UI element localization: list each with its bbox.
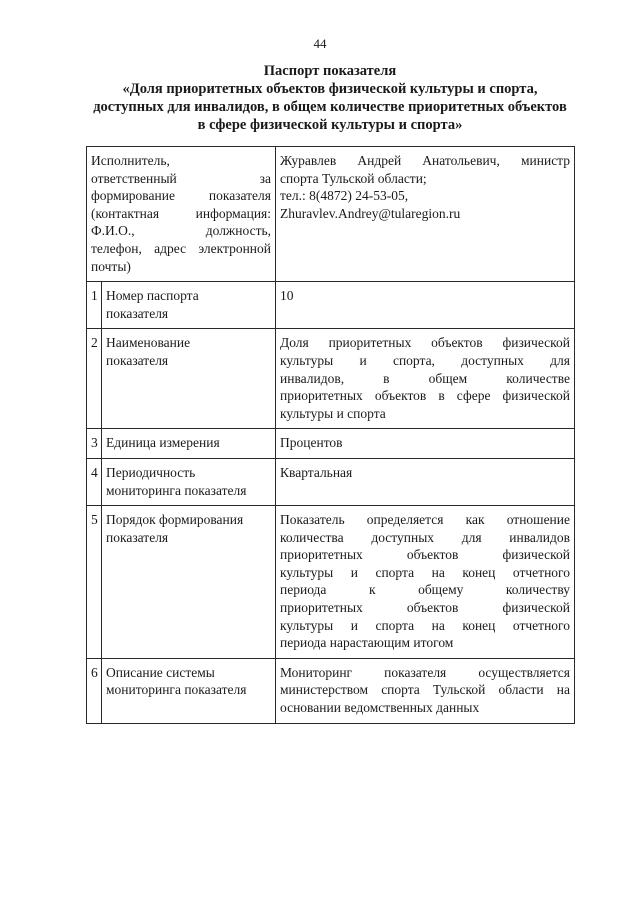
row-label-line: показателя [106,305,169,321]
passport-row [87,329,575,429]
passport-table [86,146,575,724]
executor-value [276,147,575,282]
row-value-line: периода к общему количеству [280,582,570,598]
page-number: 44 [313,36,327,51]
row-value [276,658,575,723]
executor-label-line: (контактная информация: [91,205,271,221]
row-value-line: приоритетных объектов физической [280,600,570,616]
executor-row [87,147,575,282]
row-label-line: Периодичность [106,464,196,480]
passport-row [87,429,575,459]
passport-row [87,506,575,659]
row-value-line: приоритетных объектов в сфере физической [280,388,570,404]
row-value-line: Процентов [280,435,343,451]
row-value-line: культуры и спорта на конец отчетного [280,564,570,580]
row-value-line: количества доступных для инвалидов [280,529,570,545]
row-value-line: инвалидов, в общем количестве [280,370,570,386]
executor-label-line: телефон, адрес электронной [91,240,271,256]
row-number: 6 [87,658,102,723]
passport-row [87,282,575,329]
executor-label [87,147,276,282]
row-value-line: культуры и спорта, доступных для [280,352,570,368]
executor-value-line: Журавлев Андрей Анатольевич, министр [280,153,570,168]
executor-email: Zhuravlev.Andrey@tularegion.ru [280,205,461,221]
executor-value-line: спорта Тульской области; [280,170,427,186]
executor-label-line: почты) [91,258,131,274]
row-value-line: культуры и спорта на конец отчетного [280,617,570,633]
row-label [102,282,276,329]
row-label-line: Единица измерения [106,435,220,451]
executor-label-line: формирование показателя [91,188,271,204]
heading-subtitle-line-2: доступных для инвалидов, в общем количестве приоритетных объектов [93,99,567,115]
row-label [102,658,276,723]
executor-value-line: тел.: 8(4872) 24-53-05, [280,188,409,204]
row-label-line: Порядок формирования [106,512,244,528]
row-label [102,429,276,459]
row-value-line: министерством спорта Тульской области на [280,682,570,698]
passport-row [87,458,575,505]
row-value [276,429,575,459]
row-value-line: культуры и спорта [280,405,386,421]
row-value [276,458,575,505]
row-label [102,458,276,505]
row-label-line: показателя [106,529,169,545]
row-value-line: Мониторинг показателя осуществляется [280,664,570,680]
row-value-line: периода нарастающим итогом [280,635,454,651]
executor-label-line: Ф.И.О., должность, [91,223,271,239]
row-label-line: мониторинга показателя [106,682,247,698]
row-value-line: Доля приоритетных объектов физической [280,335,570,351]
row-number: 4 [87,458,102,505]
executor-label-line: Исполнитель, [91,153,170,168]
row-value [276,282,575,329]
row-label [102,506,276,659]
row-value-line: 10 [280,288,294,304]
row-value-line: Квартальная [280,464,353,480]
row-label-line: мониторинга показателя [106,482,247,498]
passport-row [87,658,575,723]
row-number: 5 [87,506,102,659]
row-label-line: Описание системы [106,664,215,680]
row-label-line: показателя [106,352,169,368]
heading-subtitle-line-1: «Доля приоритетных объектов физической культуры и спорта, [122,81,538,97]
row-value [276,506,575,659]
document-heading [60,62,600,134]
row-value-line: основании ведомственных данных [280,700,480,716]
row-label-line: Номер паспорта [106,288,199,304]
executor-label-line: ответственный за [91,170,271,186]
heading-title: Паспорт показателя [263,63,397,79]
row-value-line: Показатель определяется как отношение [280,512,570,528]
row-number: 3 [87,429,102,459]
row-number: 2 [87,329,102,429]
row-number: 1 [87,282,102,329]
row-value-line: приоритетных объектов физической [280,547,570,563]
row-label-line: Наименование [106,335,191,351]
row-value [276,329,575,429]
row-label [102,329,276,429]
heading-subtitle-line-3: в сфере физической культуры и спорта» [197,117,463,133]
